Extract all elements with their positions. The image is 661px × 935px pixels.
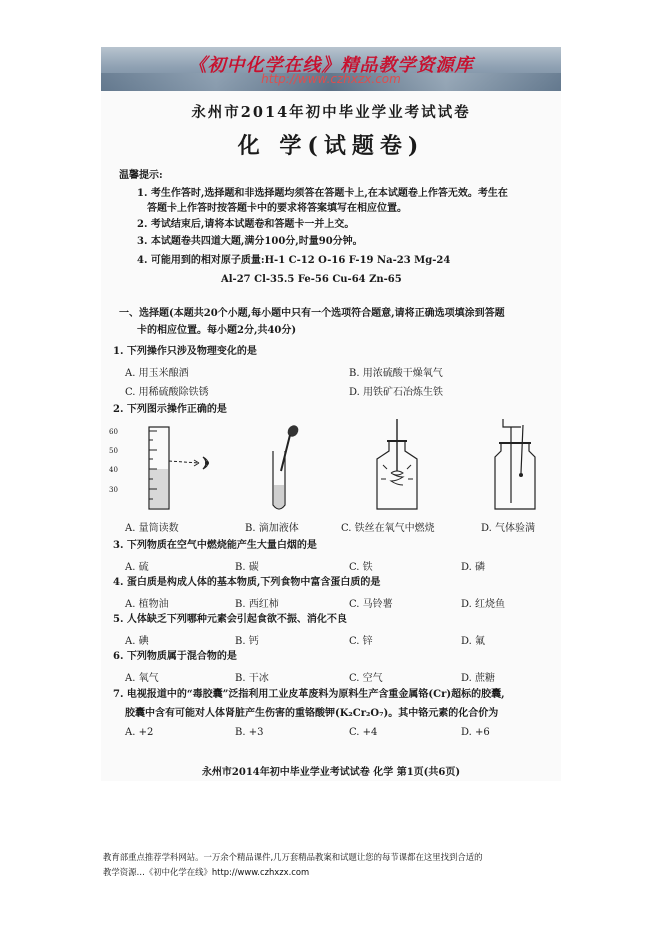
question-3-option-b[interactable]: B. 碳 [235, 562, 259, 573]
question-7-option-b[interactable]: B. +3 [235, 727, 264, 738]
question-5-option-b[interactable]: B. 钙 [235, 636, 259, 647]
question-6-option-c[interactable]: C. 空气 [349, 673, 383, 684]
notice-item-1: 1. 考生作答时,选择题和非选择题均须答在答题卡上,在本试题卷上作答无效。考生在 [137, 188, 508, 199]
question-7-stem: 7. 电视报道中的“毒胶囊”泛指利用工业皮革废料为原料生产含重金属铬(Cr)超标的胶囊, [113, 689, 505, 700]
question-2-option-a[interactable]: A. 量筒读数 [125, 523, 179, 534]
question-1-option-a[interactable]: A. 用玉米酿酒 [125, 368, 189, 379]
question-6-option-a[interactable]: A. 氧气 [125, 673, 159, 684]
question-2-option-b[interactable]: B. 滴加液体 [245, 523, 299, 534]
question-5-option-c[interactable]: C. 锌 [349, 636, 373, 647]
header-banner [101, 47, 561, 91]
banner-url-link[interactable]: http://www.czhxzx.com [261, 72, 401, 86]
cylinder-tick-30: 30 [109, 486, 118, 494]
question-6-option-d[interactable]: D. 蔗糖 [461, 673, 496, 684]
question-6-option-b[interactable]: B. 干冰 [235, 673, 269, 684]
bottom-note-line-2[interactable]: 教学资源…《初中化学在线》http://www.czhxzx.com [103, 867, 310, 877]
question-1-option-b[interactable]: B. 用浓硫酸干燥氧气 [349, 368, 443, 379]
question-1-option-d[interactable]: D. 用铁矿石冶炼生铁 [349, 387, 444, 398]
cylinder-tick-50: 50 [109, 447, 118, 455]
banner-title: 《初中化学在线》精品教学资源库 [188, 55, 474, 76]
question-7-option-c[interactable]: C. +4 [349, 727, 378, 738]
figure-d-gas-check [491, 417, 541, 515]
question-1-stem: 1. 下列操作只涉及物理变化的是 [113, 346, 257, 357]
question-4-option-c[interactable]: C. 马铃薯 [349, 599, 393, 610]
notice-item-3: 3. 本试题卷共四道大题,满分100分,时量90分钟。 [137, 236, 363, 247]
question-5-option-a[interactable]: A. 碘 [125, 636, 149, 647]
question-2-option-d[interactable]: D. 气体验满 [481, 523, 536, 534]
section-heading: 一、选择题(本题共20个小题,每小题中只有一个选项符合题意,请将正确选项填涂到答题 [119, 308, 505, 319]
page-footer: 永州市2014年初中毕业学业考试试卷 化学 第1页(共6页) [201, 767, 461, 778]
question-3-option-c[interactable]: C. 铁 [349, 562, 373, 573]
bottom-note [103, 850, 563, 880]
question-7-option-d[interactable]: D. +6 [461, 727, 490, 738]
question-1-option-c[interactable]: C. 用稀硫酸除铁锈 [125, 387, 209, 398]
notice-heading: 温馨提示: [119, 170, 163, 181]
exam-title: 永州市2014年初中毕业学业考试试卷 [191, 104, 471, 121]
question-3-option-d[interactable]: D. 磷 [461, 562, 486, 573]
notice-item-1-cont: 答题卡上作答时按答题卡中的要求将答案填写在相应位置。 [147, 203, 407, 214]
question-5-option-d[interactable]: D. 氟 [461, 636, 486, 647]
question-4-option-a[interactable]: A. 植物油 [125, 599, 169, 610]
bottom-note-line-1: 教育部重点推荐学科网站。一万余个精品课件,几万套精品教案和试题让您的每节课都在这里找到合适的 [103, 852, 483, 862]
question-4-option-b[interactable]: B. 西红柿 [235, 599, 279, 610]
question-4-stem: 4. 蛋白质是构成人体的基本物质,下列食物中富含蛋白质的是 [113, 577, 381, 588]
question-3-option-a[interactable]: A. 硫 [125, 562, 149, 573]
question-7-option-a[interactable]: A. +2 [125, 727, 154, 738]
cylinder-tick-40: 40 [109, 466, 118, 474]
notice-item-4-cont: Al-27 Cl-35.5 Fe-56 Cu-64 Zn-65 [221, 274, 402, 285]
question-4-option-d[interactable]: D. 红烧鱼 [461, 599, 506, 610]
question-3-stem: 3. 下列物质在空气中燃烧能产生大量白烟的是 [113, 540, 317, 551]
question-2-stem: 2. 下列图示操作正确的是 [113, 404, 227, 415]
exam-page [101, 91, 561, 781]
cylinder-tick-60: 60 [109, 428, 118, 436]
figure-a-cylinder-reading [137, 423, 227, 513]
question-7-stem-cont: 胶囊中含有可能对人体肾脏产生伤害的重铬酸钾(K₂Cr₂O₇)。其中铬元素的化合价为 [125, 708, 499, 719]
section-heading-cont: 卡的相应位置。每小题2分,共40分) [137, 325, 297, 336]
figure-b-dropper-tube [261, 423, 311, 515]
subject-title: 化 学(试题卷) [237, 133, 425, 159]
notice-item-2: 2. 考试结束后,请将本试题卷和答题卡一并上交。 [137, 219, 355, 230]
notice-item-4: 4. 可能用到的相对原子质量:H-1 C-12 O-16 F-19 Na-23 Mg-24 [137, 255, 451, 266]
figure-c-iron-wire-bottle [367, 417, 427, 515]
question-6-stem: 6. 下列物质属于混合物的是 [113, 651, 237, 662]
question-2-option-c[interactable]: C. 铁丝在氧气中燃烧 [341, 523, 435, 534]
question-5-stem: 5. 人体缺乏下列哪种元素会引起食欲不振、消化不良 [113, 614, 347, 625]
